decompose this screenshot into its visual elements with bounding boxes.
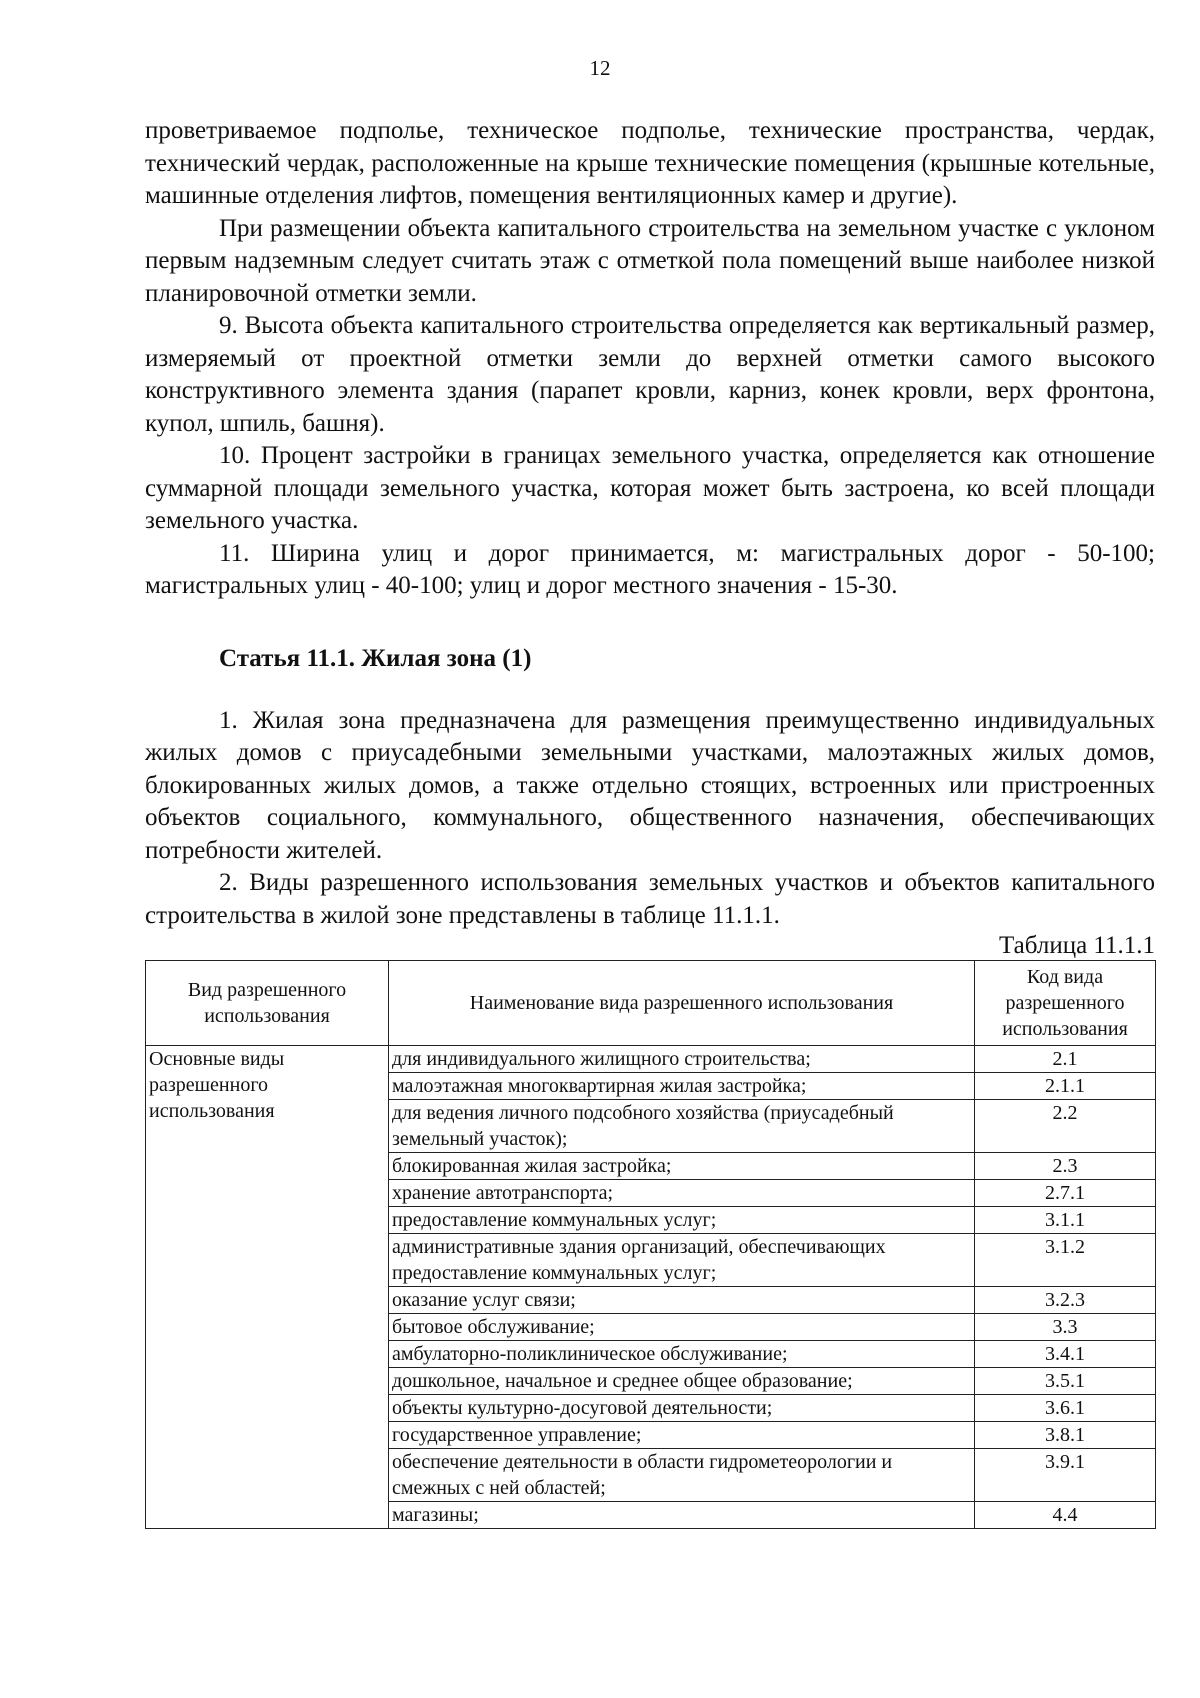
header-use-type: Вид разрешенного использования xyxy=(146,961,389,1046)
header-use-name: Наименование вида разрешенного использования xyxy=(389,961,975,1046)
use-name-cell: бытовое обслуживание; xyxy=(389,1314,975,1341)
top-paragraphs xyxy=(145,115,1155,603)
use-code-cell: 4.4 xyxy=(975,1502,1156,1529)
table-row xyxy=(146,1046,1156,1073)
use-name-cell: для ведения личного подсобного хозяйства (приусадебный земельный участок); xyxy=(389,1100,975,1153)
page-number: 12 xyxy=(589,56,611,80)
use-code-cell: 2.3 xyxy=(975,1153,1156,1180)
use-code-cell: 3.1.1 xyxy=(975,1207,1156,1234)
use-code-cell: 2.1.1 xyxy=(975,1073,1156,1100)
paragraph-item-2: 2. Виды разрешенного использования земельных участков и объектов капитального строительства в жилой зоне представлены в таблице 11.1.1. xyxy=(145,869,1155,929)
use-code-cell: 2.7.1 xyxy=(975,1180,1156,1207)
use-code-cell: 3.1.2 xyxy=(975,1234,1156,1287)
table-caption: Таблица 11.1.1 xyxy=(999,932,1155,959)
use-name-cell: оказание услуг связи; xyxy=(389,1287,975,1314)
header-use-code: Код вида разрешенного использования xyxy=(975,961,1156,1046)
table-header-row xyxy=(146,961,1156,1046)
use-code-cell: 3.5.1 xyxy=(975,1368,1156,1395)
use-name-cell: амбулаторно-поликлиническое обслуживание; xyxy=(389,1341,975,1368)
use-category-cell: Основные виды разрешенного использования xyxy=(146,1046,389,1529)
use-code-cell: 3.8.1 xyxy=(975,1422,1156,1449)
paragraph-item-1: 1. Жилая зона предназначена для размещения преимущественно индивидуальных жилых домов с приусадебными земельными участками, малоэтажных жилых домов, блокированных жилых домов, а также отдельно стоящих, встроенных или пристроенных объектов социального, коммунального, общественного назначения, обеспечивающих потребности жителей. xyxy=(145,706,1155,864)
paragraph: проветриваемое подполье, техническое подполье, технические пространства, чердак, технический чердак, расположенные на крыше технические помещения (крышные котельные, машинные отделения лифтов, помещения вентиляционных камер и другие). xyxy=(145,117,1155,209)
document-body xyxy=(145,115,1155,1529)
use-name-cell: хранение автотранспорта; xyxy=(389,1180,975,1207)
paragraph-item-11: 11. Ширина улиц и дорог принимается, м: магистральных дорог - 50-100; магистральных улиц - 40-100; улиц и дорог местного значения - 15-30. xyxy=(145,539,1155,599)
permitted-use-table xyxy=(145,960,1156,1529)
paragraph-item-9: 9. Высота объекта капитального строительства определяется как вертикальный размер, измеряемый от проектной отметки земли до верхней отметки самого высокого конструктивного элемента здания (парапет кровли, карниз, конек кровли, верх фронтона, купол, шпиль, башня). xyxy=(145,312,1155,437)
paragraph: При размещении объекта капитального строительства на земельном участке с уклоном первым надземным следует считать этаж с отметкой пола помещений выше наиболее низкой планировочной отметки земли. xyxy=(145,214,1155,307)
use-name-cell: дошкольное, начальное и среднее общее образование; xyxy=(389,1368,975,1395)
use-name-cell: предоставление коммунальных услуг; xyxy=(389,1207,975,1234)
use-name-cell: административные здания организаций, обеспечивающих предоставление коммунальных услуг; xyxy=(389,1234,975,1287)
use-name-cell: малоэтажная многоквартирная жилая застройка; xyxy=(389,1073,975,1100)
use-name-cell: блокированная жилая застройка; xyxy=(389,1153,975,1180)
use-name-cell: обеспечение деятельности в области гидрометеорологии и смежных с ней областей; xyxy=(389,1449,975,1502)
use-name-cell: объекты культурно-досуговой деятельности; xyxy=(389,1395,975,1422)
paragraph-item-10: 10. Процент застройки в границах земельного участка, определяется как отношение суммарной площади земельного участка, которая может быть застроена, ко всей площади земельного участка. xyxy=(145,442,1155,534)
use-code-cell: 3.2.3 xyxy=(975,1287,1156,1314)
use-name-cell: государственное управление; xyxy=(389,1422,975,1449)
use-code-cell: 3.3 xyxy=(975,1314,1156,1341)
use-name-cell: магазины; xyxy=(389,1502,975,1529)
use-code-cell: 2.2 xyxy=(975,1100,1156,1153)
use-code-cell: 2.1 xyxy=(975,1046,1156,1073)
use-code-cell: 3.4.1 xyxy=(975,1341,1156,1368)
section-paragraphs xyxy=(145,705,1155,933)
section-heading: Статья 11.1. Жилая зона (1) xyxy=(219,644,532,672)
use-code-cell: 3.9.1 xyxy=(975,1449,1156,1502)
table-body xyxy=(146,1046,1156,1529)
use-code-cell: 3.6.1 xyxy=(975,1395,1156,1422)
use-name-cell: для индивидуального жилищного строительства; xyxy=(389,1046,975,1073)
